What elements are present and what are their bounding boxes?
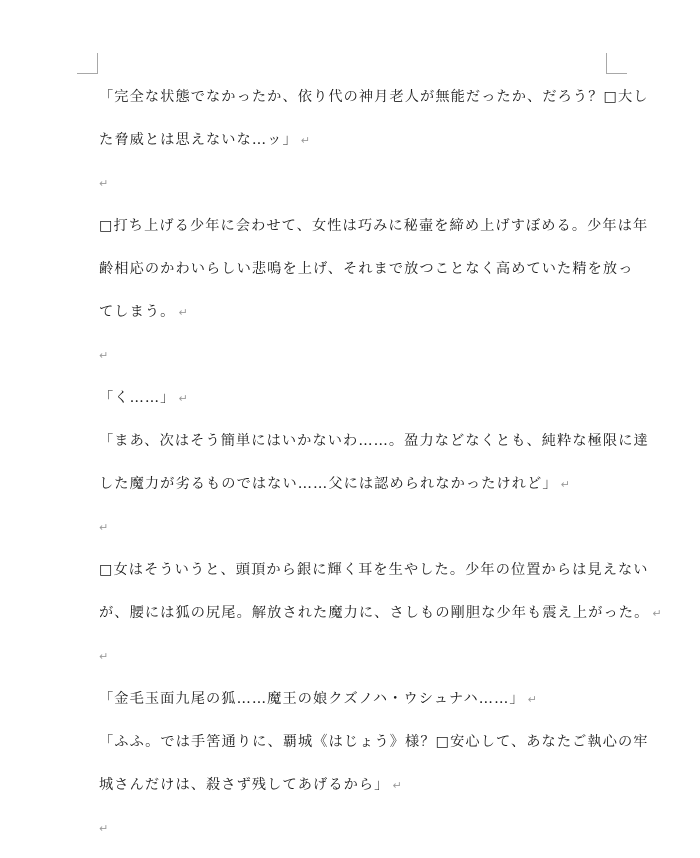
paragraph-mark-icon: ↵	[99, 177, 109, 190]
line-text: □打ち上げる少年に会わせて、女性は巧みに秘壷を締め上げすぼめる。少年は年	[99, 218, 649, 234]
line-text: た脅威とは思えないな…ッ」	[99, 132, 298, 148]
margin-crop-mark-top-right	[606, 73, 627, 74]
line-text: 「金毛玉面九尾の狐……魔王の娘クズノハ・ウシュナハ……」	[99, 691, 525, 707]
line-text: てしまう。	[99, 304, 176, 320]
text-line[interactable]	[99, 84, 649, 127]
text-line[interactable]	[99, 514, 609, 557]
line-text: 齢相応のかわいらしい悲鳴を上げ、それまで放つことなく高めていた精を放っ	[99, 261, 634, 277]
paragraph-mark-icon: ↵	[99, 650, 109, 663]
text-line[interactable]	[99, 213, 649, 256]
paragraph-mark-icon: ↵	[99, 521, 109, 534]
text-line[interactable]	[99, 170, 609, 213]
margin-crop-mark-top-left	[77, 73, 98, 74]
text-line[interactable]	[99, 729, 649, 772]
paragraph-mark-icon: ↵	[392, 779, 402, 792]
line-text: 城さんだけは、殺さず残してあげるから」	[99, 777, 390, 793]
margin-crop-mark-top-left	[97, 53, 98, 74]
paragraph-mark-icon: ↵	[178, 306, 188, 319]
paragraph-mark-icon: ↵	[300, 134, 310, 147]
text-line[interactable]	[99, 600, 662, 643]
paragraph-mark-icon: ↵	[652, 607, 662, 620]
text-line[interactable]	[99, 299, 609, 342]
line-text: 「ふふ。では手筈通りに、覇城《はじょう》様？□安心して、あなたご執心の牢	[99, 734, 649, 750]
paragraph-mark-icon: ↵	[178, 392, 188, 405]
text-line[interactable]	[99, 643, 609, 686]
line-text: 「完全な状態でなかったか、依り代の神月老人が無能だったか、だろう？□大し	[99, 89, 649, 105]
line-text: 「まあ、次はそう簡単にはいかないわ……。盈力などなくとも、純粋な極限に達	[99, 433, 649, 449]
line-text: 「く……」	[99, 390, 176, 406]
document-body[interactable]	[99, 84, 662, 858]
paragraph-mark-icon: ↵	[560, 478, 570, 491]
paragraph-mark-icon: ↵	[99, 822, 109, 835]
text-line[interactable]	[99, 385, 609, 428]
text-line[interactable]	[99, 256, 634, 299]
text-line[interactable]	[99, 471, 609, 514]
text-line[interactable]	[99, 557, 649, 600]
text-line[interactable]	[99, 686, 609, 729]
text-line[interactable]	[99, 428, 649, 471]
text-line[interactable]	[99, 772, 609, 815]
margin-crop-mark-top-right	[606, 53, 607, 74]
text-line[interactable]	[99, 127, 609, 170]
paragraph-mark-icon: ↵	[527, 693, 537, 706]
text-line[interactable]	[99, 815, 609, 858]
line-text: □女はそういうと、頭頂から銀に輝く耳を生やした。少年の位置からは見えない	[99, 562, 649, 578]
text-line[interactable]	[99, 342, 609, 385]
line-text: した魔力が劣るものではない……父には認められなかったけれど」	[99, 476, 558, 492]
paragraph-mark-icon: ↵	[99, 349, 109, 362]
line-text: が、腰には狐の尻尾。解放された魔力に、さしもの剛胆な少年も震え上がった。	[99, 605, 650, 621]
